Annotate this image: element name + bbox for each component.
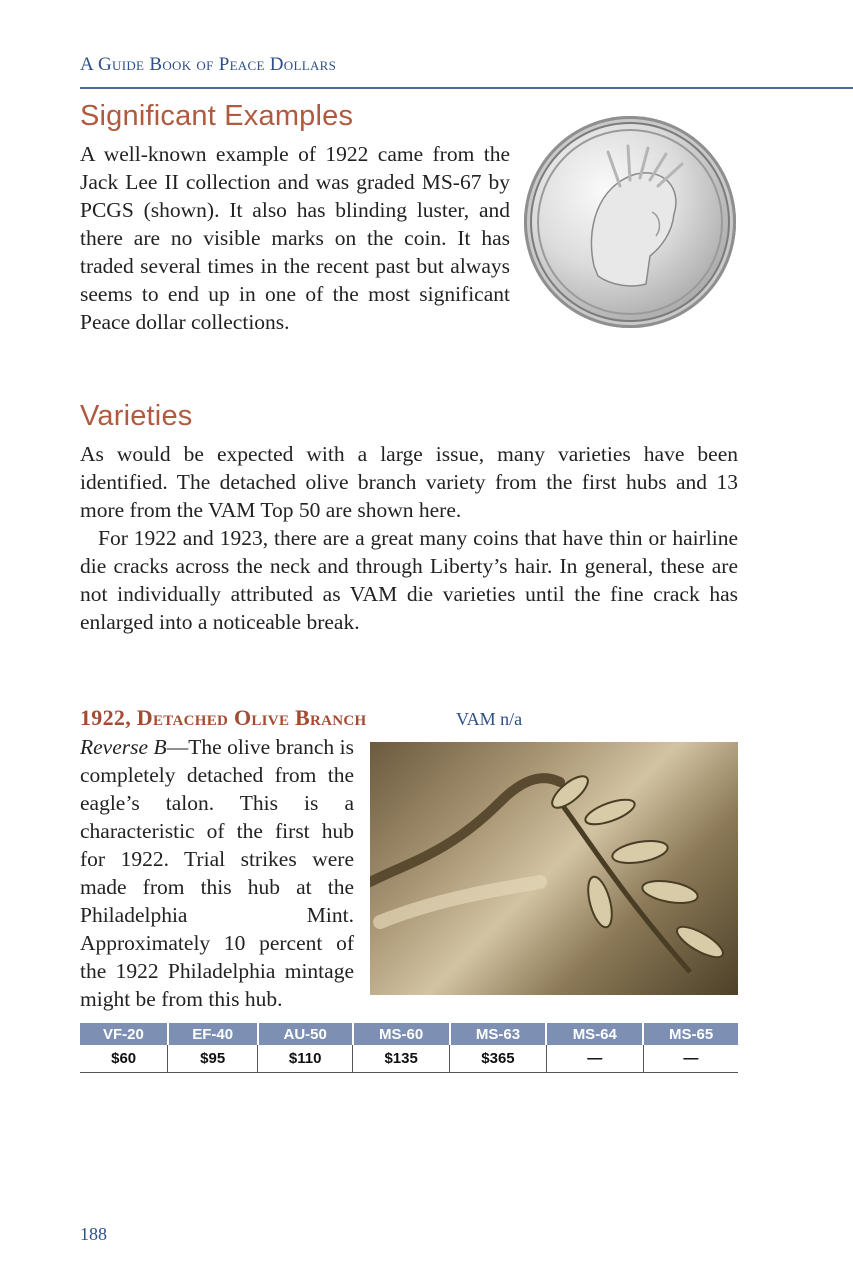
section-title-significant-examples: Significant Examples (80, 100, 354, 132)
price-cell: $365 (450, 1045, 547, 1073)
variety-description-paragraph (80, 733, 354, 1013)
coin-relief-illustration (524, 116, 736, 328)
page-number: 188 (80, 1224, 107, 1244)
grade-header: MS-63 (450, 1023, 547, 1045)
olive-branch-closeup-photo (370, 742, 738, 995)
variety-heading: 1922, Detached Olive Branch (80, 705, 367, 730)
varieties-paragraph-2: For 1922 and 1923, there are a great many coins that have thin or hairline die cracks across the neck and through Liberty’s hair. In general, these are not individually attributed as VAM die varieties until the fine crack has enlarged into a noticeable break. (80, 526, 738, 634)
significant-examples-text (80, 140, 510, 336)
price-cell: — (643, 1045, 738, 1073)
price-table (80, 1023, 738, 1073)
price-table-row (80, 1045, 738, 1073)
price-cell: $135 (353, 1045, 450, 1073)
price-cell: $110 (258, 1045, 353, 1073)
variety-description-text: —The olive branch is completely detached from the eagle’s talon. This is a characteristic of the first hub for 1922. Trial strikes were made from this hub at the Philadelphia Mint. Approximately 10 percent of the 1922 Philadelphia mintage might be from this hub. (80, 735, 354, 1011)
peace-dollar-coin-image (524, 116, 736, 328)
running-title: A Guide Book of Peace Dollars (80, 54, 337, 75)
grade-header: MS-65 (643, 1023, 738, 1045)
varieties-paragraph-1: As would be expected with a large issue, many varieties have been identified. The detached olive branch variety from the first hubs and 13 more from the VAM Top 50 are shown here. (80, 442, 738, 522)
price-table-header-row (80, 1023, 738, 1045)
grade-header: VF-20 (80, 1023, 168, 1045)
grade-header: MS-60 (353, 1023, 450, 1045)
olive-branch-illustration (370, 742, 738, 995)
grade-header: EF-40 (168, 1023, 258, 1045)
significant-paragraph: A well-known example of 1922 came from the Jack Lee II collection and was graded MS-67 by PCGS (shown). It also has blinding luster, and there are no visible marks on the coin. It has traded several times in the recent past but always seems to end up in one of the most significant Peace dollar collections. (80, 142, 510, 334)
price-cell: $60 (80, 1045, 168, 1073)
grade-header: AU-50 (258, 1023, 353, 1045)
header-rule (80, 87, 853, 89)
varieties-text (80, 440, 738, 636)
price-cell: — (546, 1045, 643, 1073)
section-title-varieties: Varieties (80, 400, 193, 432)
price-cell: $95 (168, 1045, 258, 1073)
grade-header: MS-64 (546, 1023, 643, 1045)
vam-label: VAM n/a (456, 709, 523, 729)
reverse-label: Reverse B (80, 735, 167, 759)
variety-description (80, 733, 354, 1013)
